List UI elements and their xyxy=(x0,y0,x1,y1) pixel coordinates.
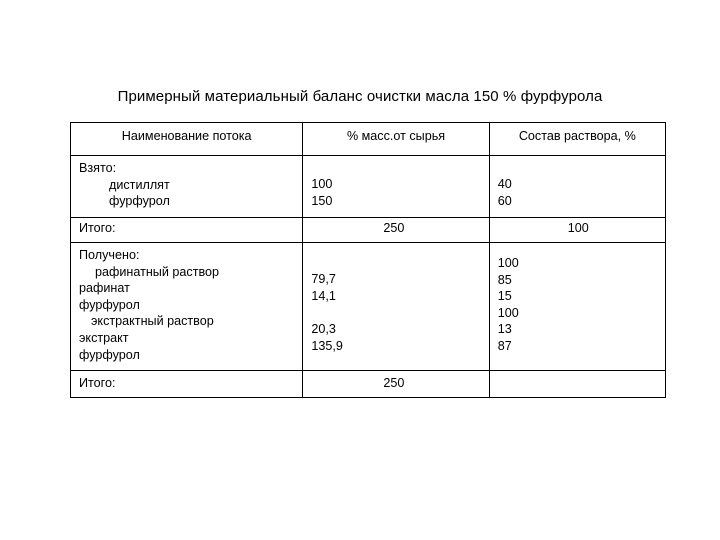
taken-composition-value: 40 xyxy=(497,177,512,191)
taken-composition-value: 60 xyxy=(497,193,512,208)
header-stream-name: Наименование потока xyxy=(71,123,303,156)
header-composition: Состав раствора, % xyxy=(489,123,665,156)
received-composition-cell xyxy=(489,243,665,371)
taken-item: фурфурол xyxy=(109,194,170,209)
total-label: Итого: xyxy=(79,376,116,390)
header-row xyxy=(71,123,666,156)
received-mass-value: 20,3 xyxy=(311,322,336,337)
total2-mass-value: 250 xyxy=(383,376,405,390)
received-composition-value: 87 xyxy=(497,338,512,353)
received-composition-value: 15 xyxy=(497,289,512,304)
taken-mass-cell xyxy=(303,156,489,218)
received-item: экстрактный раствор xyxy=(91,314,214,329)
received-label: Получено: xyxy=(79,248,140,262)
total2-label-cell xyxy=(71,371,303,398)
received-composition-value: 13 xyxy=(497,322,512,337)
taken-mass-value: 100 xyxy=(311,177,333,191)
received-composition-value: 85 xyxy=(497,272,512,287)
total1-label-cell xyxy=(71,218,303,243)
total2-mass-cell xyxy=(303,371,489,398)
received-item: фурфурол xyxy=(79,347,140,362)
total1-composition-cell xyxy=(489,218,665,243)
table-row-total-1 xyxy=(71,218,666,243)
received-item: экстракт xyxy=(79,330,129,345)
total1-mass-cell xyxy=(303,218,489,243)
received-item: рафинат xyxy=(79,281,130,296)
total-label: Итого: xyxy=(79,221,116,235)
table-row-total-2 xyxy=(71,371,666,398)
received-mass-value: 14,1 xyxy=(311,288,336,303)
page-title: Примерный материальный баланс очистки масла 150 % фурфурола xyxy=(117,88,603,105)
taken-names-cell xyxy=(71,156,303,218)
taken-mass-value: 150 xyxy=(311,193,333,208)
received-composition-value: 100 xyxy=(497,305,519,320)
received-composition-value: 100 xyxy=(497,256,519,270)
received-mass-value: 79,7 xyxy=(311,272,336,286)
received-item: фурфурол xyxy=(79,297,140,312)
total2-composition-cell xyxy=(489,371,665,398)
received-mass-value: 135,9 xyxy=(311,338,343,353)
material-balance-table xyxy=(70,122,666,398)
total1-composition-value: 100 xyxy=(567,221,589,235)
received-item: рафинатный раствор xyxy=(95,264,220,279)
header-mass-percent: % масс.от сырья xyxy=(303,123,489,156)
taken-item: дистиллят xyxy=(109,177,170,192)
total1-mass-value: 250 xyxy=(383,221,405,235)
taken-label: Взято: xyxy=(79,161,117,175)
taken-composition-cell xyxy=(489,156,665,218)
table-row-received xyxy=(71,243,666,371)
received-names-cell xyxy=(71,243,303,371)
table-row-taken xyxy=(71,156,666,218)
received-mass-cell xyxy=(303,243,489,371)
